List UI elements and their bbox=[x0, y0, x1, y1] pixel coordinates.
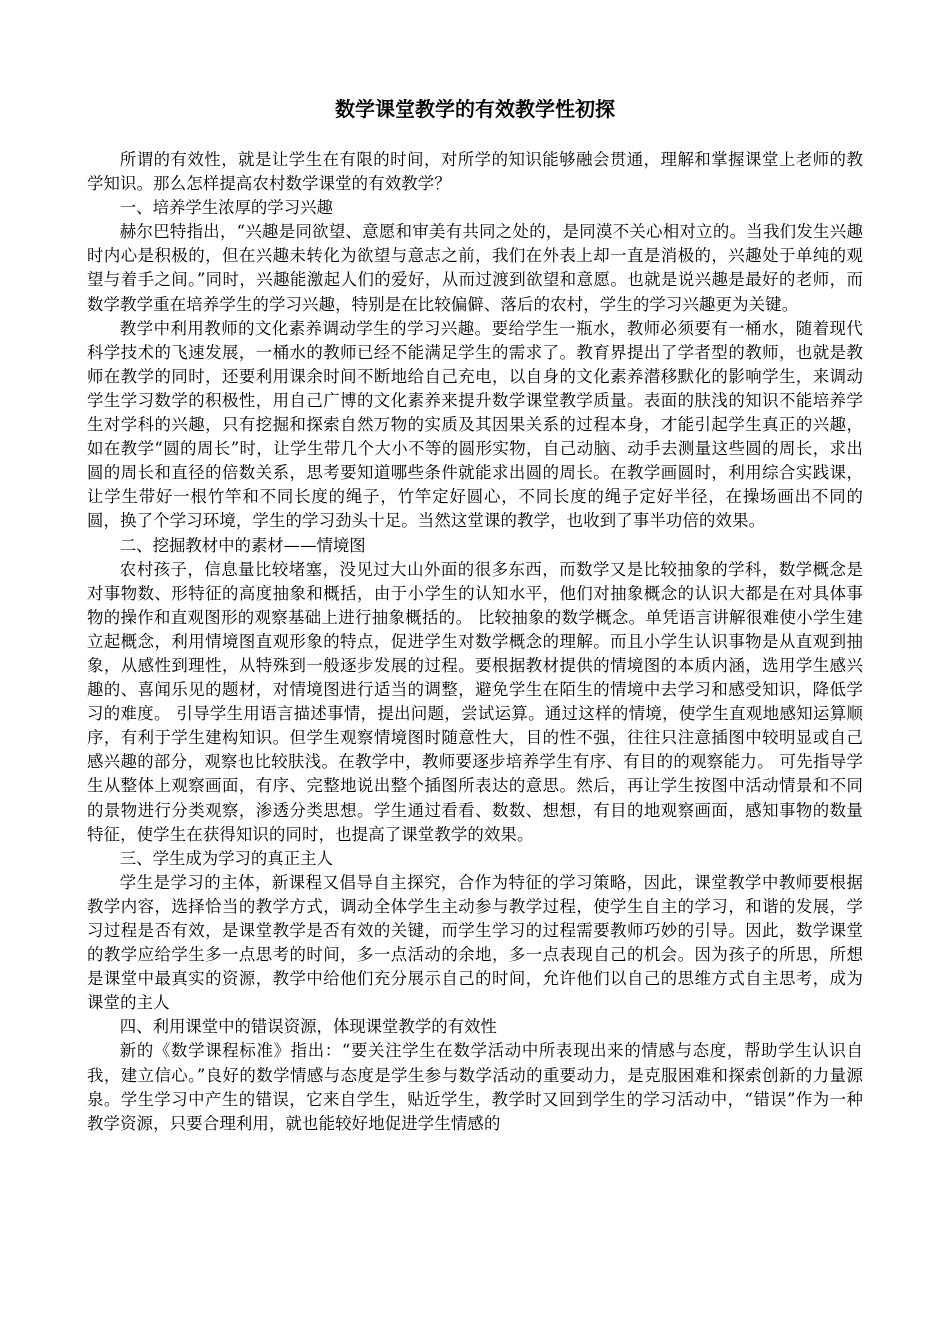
paragraph: 赫尔巴特指出，“兴趣是同欲望、意愿和审美有共同之处的，是同漠不关心相对立的。当我们发生兴趣时内心是积极的，但在兴趣未转化为欲望与意志之前，我们在外表上却一直是消极的，兴趣处于单纯的观望与着手之间。”同时，兴趣能激起人们的爱好，从而过渡到欲望和意愿。也就是说兴趣是最好的老师，而数学教学重在培养学生的学习兴趣，特别是在比较偏僻、落后的农村，学生的学习兴趣更为关键。 bbox=[87, 222, 863, 314]
paragraph: 教学中利用教师的文化素养调动学生的学习兴趣。要给学生一瓶水，教师必须要有一桶水，随着现代科学技术的飞速发展，一桶水的教师已经不能满足学生的需求了。教育界提出了学者型的教师，也就是教师在教学的同时，还要利用课余时间不断地给自己充电，以自身的文化素养潜移默化的影响学生，来调动学生学习数学的积极性，用自己广博的文化素养来提升数学课堂教学质量。表面的肤浅的知识不能培养学生对学科的兴趣，只有挖掘和探索自然万物的实质及其因果关系的过程本身，才能引起学生真正的兴趣，如在教学“圆的周长”时，让学生带几个大小不等的圆形实物，自己动脑、动手去测量这些圆的周长，求出圆的周长和直径的倍数关系，思考要知道哪些条件就能求出圆的周长。在教学画圆时，利用综合实践课，让学生带好一根竹竿和不同长度的绳子，竹竿定好圆心，不同长度的绳子定好半径，在操场画出不同的圆，换了个学习环境，学生的学习劲头十足。当然这堂课的教学，也收到了事半功倍的效果。 bbox=[87, 318, 863, 531]
section-heading: 四、利用课堂中的错误资源，体现课堂教学的有效性 bbox=[119, 1017, 497, 1037]
document-title: 数学课堂教学的有效教学性初探 bbox=[335, 97, 615, 121]
paragraph: 学生是学习的主体，新课程又倡导自主探究，合作为特征的学习策略，因此，课堂教学中教师要根据教学内容，选择恰当的教学方式，调动全体学生主动参与教学过程，使学生自主的学习，和谐的发展，学习过程是否有效，是课堂教学是否有效的关键，而学生学习的过程需要教师巧妙的引导。因此，数学课堂的教学应给学生多一点思考的时间，多一点活动的余地，多一点表现自己的机会。因为孩子的所思，所想是课堂中最真实的资源，教学中给他们充分展示自己的时间，允许他们以自己的思维方式自主思考，成为课堂的主人 bbox=[87, 872, 863, 1013]
section-heading: 二、挖掘教材中的素材——情境图 bbox=[119, 535, 366, 555]
paragraph: 新的《数学课程标准》指出：“要关注学生在数学活动中所表现出来的情感与态度，帮助学生认识自我，建立信心。”良好的数学情感与态度是学生参与数学活动的重要动力，是克服困难和探索创新的力量源泉。学生学习中产生的错误，它来自学生，贴近学生，教学时又回到学生的学习活动中，“错误”作为一种教学资源，只要合理利用，就也能较好地促进学生情感的 bbox=[87, 1041, 863, 1133]
paragraph: 农村孩子，信息量比较堵塞，没见过大山外面的很多东西，而数学又是比较抽象的学科，数学概念是对事物数、形特征的高度抽象和概括，由于小学生的认知水平，他们对抽象概念的认识大都是在对具体事物的操作和直观图形的观察基础上进行抽象概括的。 比较抽象的数学概念。单凭语言讲解很难使小学生建立起概念，利用情境图直观形象的特点，促进学生对数学概念的理解。而且小学生认识事物是从直观到抽象，从感性到理性，从特殊到一般逐步发展的过程。要根据教材提供的情境图的本质内涵，选用学生感兴趣的、喜闻乐见的题材，对情境图进行适当的调整，避免学生在陌生的情境中去学习和感受知识，降低学习的难度。 引导学生用语言描述事情，提出问题，尝试运算。通过这样的情境，使学生直观地感知运算顺序，有利于学生建构知识。但学生观察情境图时随意性大，目的性不强，往往只注意插图中较明显或自己感兴趣的部分，观察也比较肤浅。在教学中，教师要逐步培养学生有序、有目的的观察能力。 可先指导学生从整体上观察画面，有序、完整地说出整个插图所表达的意思。然后，再让学生按图中活动情景和不同的景物进行分类观察，渗透分类思想。学生通过看看、数数、想想，有目的地观察画面，感知事物的数量特征，使学生在获得知识的同时，也提高了课堂教学的效果。 bbox=[87, 559, 863, 844]
section-heading: 一、培养学生浓厚的学习兴趣 bbox=[119, 198, 333, 218]
document-body bbox=[87, 148, 863, 1136]
section-heading: 三、学生成为学习的真正主人 bbox=[119, 848, 333, 868]
paragraph: 所谓的有效性，就是让学生在有限的时间，对所学的知识能够融会贯通，理解和掌握课堂上老师的教学知识。那么怎样提高农村数学课堂的有效教学？ bbox=[87, 150, 863, 194]
